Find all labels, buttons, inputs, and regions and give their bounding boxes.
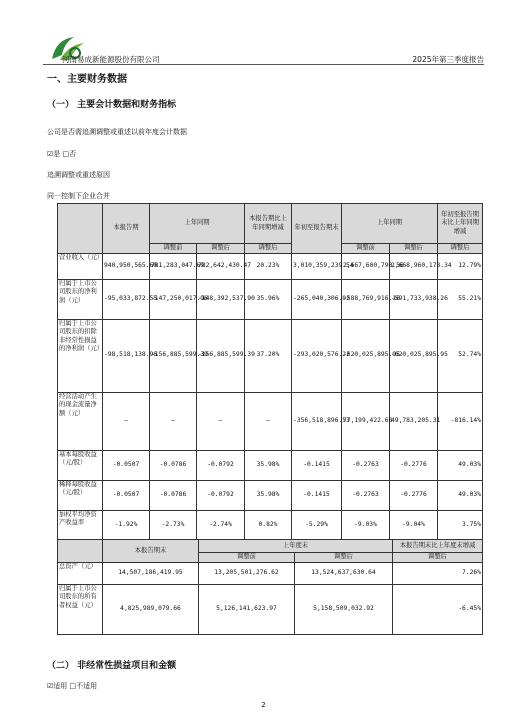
cell: 5,158,509,032.92 — [295, 584, 393, 634]
cell: 2,668,960,173.34 — [390, 253, 438, 279]
table-row — [58, 253, 483, 279]
cell: -98,518,138.96 — [103, 319, 150, 392]
col-header: 年初至报告期末比上年同期增减 — [438, 204, 483, 244]
cell: -1.92% — [103, 510, 150, 540]
restatement-options: ☑是 □否 — [47, 150, 77, 158]
reason-value: 同一控制下企业合并 — [47, 192, 110, 200]
sub-header: 调整后 — [393, 553, 483, 563]
cell: 7.26% — [393, 562, 483, 584]
cell: 49.03% — [438, 450, 483, 480]
cell: -156,885,599.39 — [197, 319, 245, 392]
cell: 20.23% — [245, 253, 292, 279]
cell: -95,033,872.55 — [103, 279, 150, 319]
col-header: 年初至报告期末 — [292, 204, 342, 254]
section-title: 一、主要财务数据 — [47, 74, 127, 85]
row-label: 加权平均净资产收益率 — [58, 510, 103, 540]
cell: -0.0792 — [197, 480, 245, 510]
cell: -0.2776 — [390, 450, 438, 480]
cell: 0.82% — [245, 510, 292, 540]
row-label: 总资产（元） — [58, 562, 103, 584]
sub-header: 调整前 — [342, 244, 390, 254]
col-header: 上年同期 — [342, 204, 438, 244]
cell: 77,199,422.68 — [342, 392, 390, 450]
cell: 13,205,501,276.62 — [199, 562, 295, 584]
subsection-title: （一） 主要会计数据和财务指标 — [47, 100, 177, 110]
cell: — — [245, 392, 292, 450]
cell: -0.2776 — [390, 480, 438, 510]
col-header: 本报告期末 — [103, 540, 199, 563]
table-row — [58, 450, 483, 480]
cell: -0.2763 — [342, 480, 390, 510]
cell: 12.79% — [438, 253, 483, 279]
page-number: 2 — [261, 701, 266, 709]
company-name: 河南易成新能源股份有限公司 — [62, 55, 160, 64]
cell: 37.20% — [245, 319, 292, 392]
table-row — [58, 562, 483, 584]
cell: 52.74% — [438, 319, 483, 392]
section-title: （二） 非经常性损益项目和金额 — [47, 661, 177, 671]
col-header: 本报告期 — [103, 204, 150, 254]
cell: 4,825,989,079.66 — [103, 584, 199, 634]
cell: -2.74% — [197, 510, 245, 540]
cell: 14,507,186,419.95 — [103, 562, 199, 584]
cell: — — [197, 392, 245, 450]
corner-cell — [58, 540, 103, 563]
sub-header: 调整后 — [197, 244, 245, 254]
cell: 781,283,047.69 — [150, 253, 197, 279]
cell: 3.75% — [438, 510, 483, 540]
cell: -6.45% — [393, 584, 483, 634]
table-row — [58, 480, 483, 510]
cell: 5,126,141,623.97 — [199, 584, 295, 634]
cell: 782,642,430.47 — [197, 253, 245, 279]
applicability-options: ☑适用 □不适用 — [47, 682, 98, 690]
sub-header: 调整前 — [150, 244, 197, 254]
cell: -2.73% — [150, 510, 197, 540]
sub-header: 调整前 — [199, 553, 295, 563]
cell: -0.1415 — [292, 480, 342, 510]
sub-header: 调整后 — [245, 244, 292, 254]
cell: -0.0507 — [103, 480, 150, 510]
cell: -0.0792 — [197, 450, 245, 480]
table-row — [58, 392, 483, 450]
reason-label: 追溯调整或重述原因 — [47, 171, 110, 179]
table-row — [58, 510, 483, 540]
cell: -148,392,537.90 — [197, 279, 245, 319]
cell: 55.21% — [438, 279, 483, 319]
restatement-question: 公司是否需追溯调整或重述以前年度会计数据 — [47, 128, 187, 136]
cell: -5.29% — [292, 510, 342, 540]
sub-header: 调整后 — [295, 553, 393, 563]
row-label: 营业收入（元） — [58, 253, 103, 279]
row-label: 基本每股收益（元/股） — [58, 450, 103, 480]
cell: -265,040,306.02 — [292, 279, 342, 319]
cell: -9.04% — [390, 510, 438, 540]
row-label: 归属于上市公司股东的扣除非经常性损益的净利润（元） — [58, 319, 103, 392]
cell: 940,950,565.60 — [103, 253, 150, 279]
corner-cell — [58, 204, 103, 254]
cell: 35.96% — [245, 279, 292, 319]
sub-header: 调整后 — [390, 244, 438, 254]
cell: -0.1415 — [292, 450, 342, 480]
header-divider — [43, 64, 484, 65]
col-header: 本报告期末比上年度末增减 — [393, 540, 483, 553]
cell: 49.03% — [438, 480, 483, 510]
cell: -0.0786 — [150, 480, 197, 510]
row-label: 稀释每股收益（元/股） — [58, 480, 103, 510]
sub-header: 调整后 — [438, 244, 483, 254]
col-header: 上年同期 — [150, 204, 245, 244]
cell: -591,733,938.26 — [390, 279, 438, 319]
table-row — [58, 584, 483, 634]
balance-sheet-table — [57, 539, 483, 635]
cell: 2,667,600,790.56 — [342, 253, 390, 279]
cell: -0.2763 — [342, 450, 390, 480]
col-header: 本报告期比上年同期增减 — [245, 204, 292, 244]
cell: 49,783,205.31 — [390, 392, 438, 450]
cell: 3,010,359,239.54 — [292, 253, 342, 279]
cell: -620,025,895.95 — [390, 319, 438, 392]
row-label: 归属于上市公司股东的所有者权益（元） — [58, 584, 103, 634]
cell: 35.98% — [245, 480, 292, 510]
row-label: 经营活动产生的现金流量净额（元） — [58, 392, 103, 450]
col-header: 上年度末 — [199, 540, 393, 553]
cell: -147,250,017.96 — [150, 279, 197, 319]
cell: -0.0786 — [150, 450, 197, 480]
key-financials-table — [57, 203, 483, 541]
cell: — — [150, 392, 197, 450]
cell: 13,524,637,630.64 — [295, 562, 393, 584]
cell: -620,025,895.95 — [342, 319, 390, 392]
cell: -293,020,576.22 — [292, 319, 342, 392]
cell: -156,885,599.39 — [150, 319, 197, 392]
table-row — [58, 279, 483, 319]
cell: -816.14% — [438, 392, 483, 450]
report-title: 2025年第三季度报告 — [412, 55, 484, 64]
cell: -9.03% — [342, 510, 390, 540]
cell: -356,518,896.53 — [292, 392, 342, 450]
table-row — [58, 319, 483, 392]
cell: 35.98% — [245, 450, 292, 480]
row-label: 归属于上市公司股东的净利润（元） — [58, 279, 103, 319]
cell: — — [103, 392, 150, 450]
cell: -0.0507 — [103, 450, 150, 480]
cell: -588,769,916.16 — [342, 279, 390, 319]
